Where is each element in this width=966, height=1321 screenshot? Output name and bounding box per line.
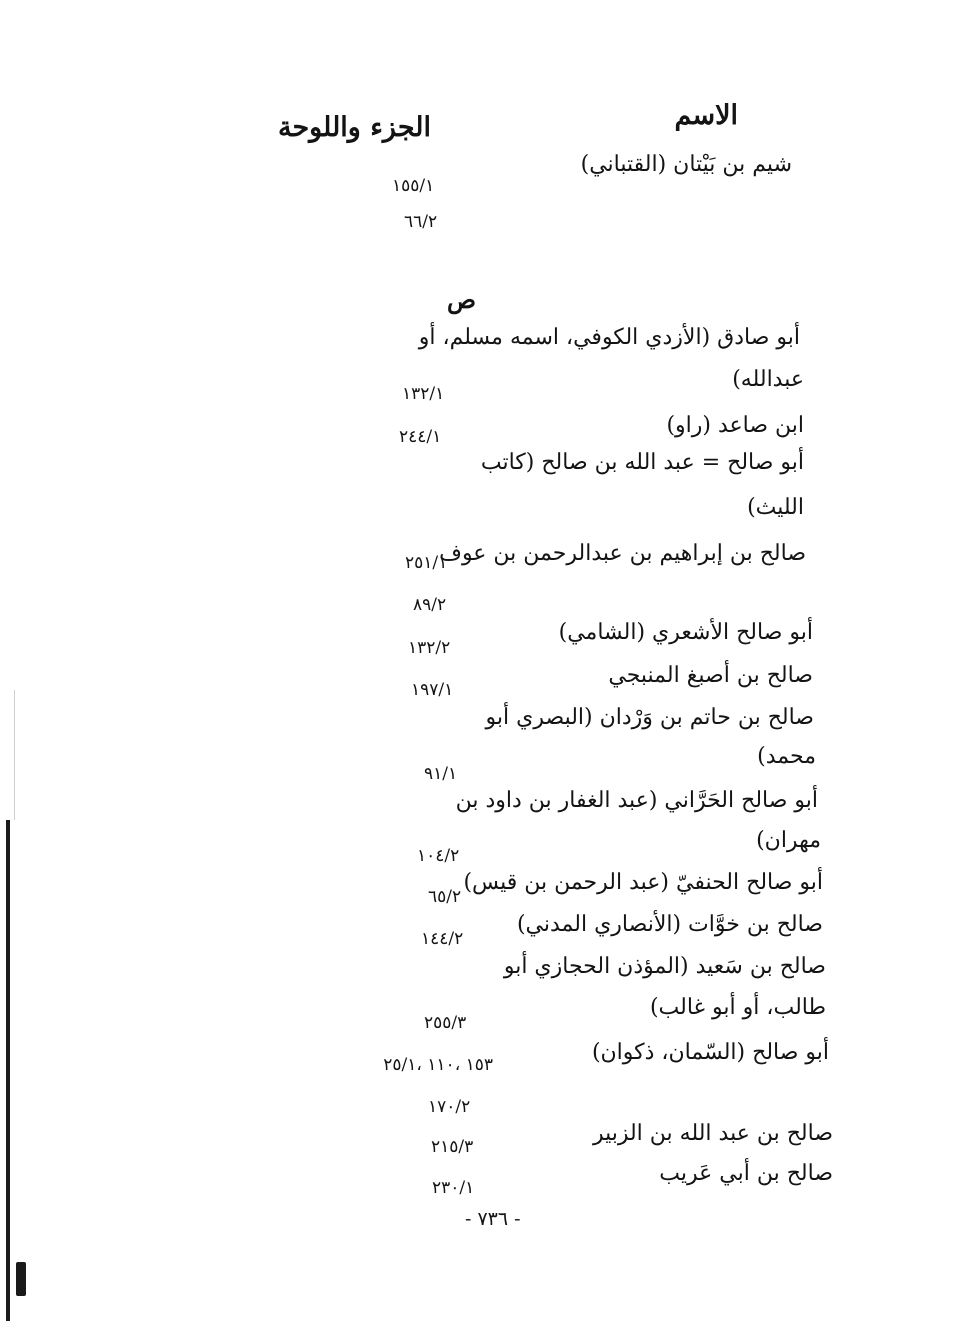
ref-column-header: الجزء واللوحة — [278, 112, 431, 143]
entry-name-line: الليث) — [747, 495, 804, 520]
entry-reference: ١٧٠/٢ — [428, 1097, 471, 1117]
entry-name-line: أبو صالح الحنفيّ (عبد الرحمن بن قيس) — [463, 870, 823, 895]
entry-reference: ١٥٥/١ — [392, 176, 435, 196]
entry-name-line: صالح بن خوَّات (الأنصاري المدني) — [516, 912, 823, 937]
entry-reference: ٦٦/٢ — [404, 212, 438, 232]
entry-reference: ٦٥/٢ — [428, 887, 462, 907]
entry-name-line: أبو صالح الأشعري (الشامي) — [558, 620, 813, 645]
entry-name-line: أبو صالح (السّمان، ذكوان) — [591, 1040, 829, 1065]
section-letter: ص — [446, 285, 476, 314]
entry-name-line: عبدالله) — [732, 367, 804, 392]
entry-name-line: صالح بن حاتم بن وَرْدان (البصري أبو — [485, 705, 814, 730]
scan-edge-shadow — [14, 690, 15, 820]
entry-reference: ١٩٧/١ — [411, 680, 454, 700]
entry-name-line: ابن صاعد (راو) — [666, 413, 804, 438]
entry-name-line: صالح بن إبراهيم بن عبدالرحمن بن عوف — [439, 541, 806, 566]
entry-reference: ١٣٢/٢ — [408, 638, 451, 658]
entry-reference: ١٥٣ ،١١٠ ،٢٥/١ — [383, 1055, 493, 1075]
entry-name-line: صالح بن أبي عَريب — [659, 1161, 833, 1186]
entry-name-line: صالح بن سَعيد (المؤذن الحجازي أبو — [503, 954, 826, 979]
name-column-header: الاسم — [674, 100, 738, 131]
entry-reference: ١٠٤/٢ — [417, 846, 460, 866]
entry-name-line: صالح بن عبد الله بن الزبير — [592, 1121, 833, 1146]
entry-reference: ٢٣٠/١ — [432, 1178, 475, 1198]
entry-reference: ١٣٢/١ — [402, 384, 445, 404]
entry-name-line: أبو صادق (الأزدي الكوفي، اسمه مسلم، أو — [418, 325, 800, 350]
entry-name-line: أبو صالح الحَرَّاني (عبد الغفار بن داود بن — [455, 788, 818, 813]
scan-edge-mark — [16, 1262, 26, 1296]
entry-name-line: شيم بن بَيْتان (القتباني) — [580, 152, 792, 177]
entry-reference: ٢٥٥/٣ — [424, 1013, 467, 1033]
entry-name-line: محمد) — [757, 744, 816, 769]
entry-name-line: طالب، أو أبو غالب) — [649, 995, 826, 1020]
entry-reference: ٢١٥/٣ — [431, 1137, 474, 1157]
entry-name-line: أبو صالح = عبد الله بن صالح (كاتب — [480, 450, 804, 475]
entry-reference: ٩١/١ — [424, 764, 458, 784]
page-number: - ٧٣٦ - — [465, 1208, 521, 1230]
entry-name-line: صالح بن أصبغ المنبجي — [608, 663, 813, 688]
scan-binding-edge — [6, 820, 10, 1321]
entry-name-line: مهران) — [756, 828, 821, 853]
entry-reference: ٢٤٤/١ — [399, 427, 442, 447]
entry-reference: ٢٥١/١ — [405, 553, 448, 573]
entry-reference: ١٤٤/٢ — [421, 929, 464, 949]
entry-reference: ٨٩/٢ — [413, 595, 447, 615]
